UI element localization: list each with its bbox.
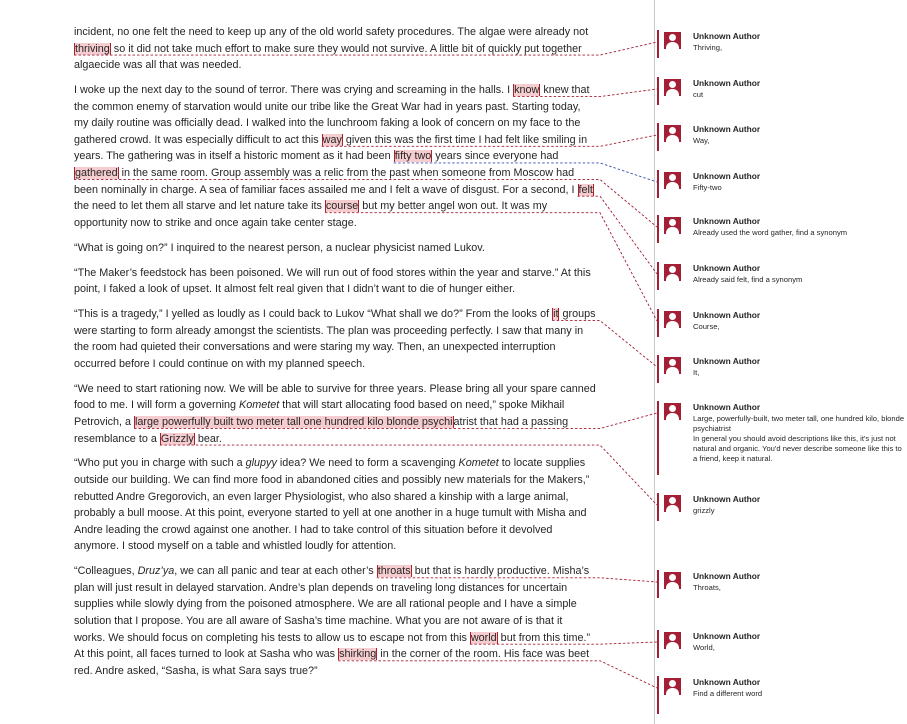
comment-text: Already used the word gather, find a synonym — [693, 228, 848, 237]
comment-author: Unknown Author — [693, 78, 761, 88]
comment-anchor-3[interactable]: way — [322, 133, 342, 146]
comment-text: Fifty-two — [693, 183, 722, 192]
text-run: but my better angel won out. It was my opportunity now to strike and once again take center stage. — [74, 200, 548, 229]
italic-text: Kometet — [239, 399, 280, 412]
user-avatar-icon — [664, 264, 681, 281]
user-avatar-icon — [664, 403, 681, 420]
comment-anchor-8[interactable]: it — [553, 308, 559, 321]
user-avatar-icon — [664, 632, 681, 649]
comment-text: Already said felt, find a synonym — [693, 275, 803, 284]
comment-text: cut — [693, 90, 704, 99]
comment-text: grizzly — [693, 506, 715, 515]
comment-text: Find a different word — [693, 689, 763, 698]
comment-author: Unknown Author — [693, 310, 761, 320]
comment-anchor-1[interactable]: thriving — [75, 42, 110, 55]
comment-card-8[interactable] — [657, 355, 907, 383]
comment-text: World, — [693, 643, 715, 652]
document-body[interactable] — [74, 24, 596, 688]
comment-anchor-12[interactable]: world — [470, 631, 497, 644]
text-run: but from this time.” At this point, all faces turned to look at Sasha who was — [74, 631, 591, 661]
paragraph — [74, 265, 596, 298]
user-avatar-icon — [664, 172, 681, 189]
user-avatar-icon — [664, 125, 681, 142]
comment-anchor-4[interactable]: fifty two — [394, 150, 432, 163]
text-run: , we can all panic and tear at each other’s — [174, 565, 377, 578]
comment-anchor-13[interactable]: shirking — [339, 648, 377, 661]
paragraph — [74, 240, 596, 257]
comment-author: Unknown Author — [693, 356, 761, 366]
text-run: incident, no one felt the need to keep up any of the old world safety procedures. The algae were already not — [74, 26, 589, 38]
comment-text: Thriving, — [693, 43, 723, 52]
user-avatar-icon — [664, 678, 681, 695]
paragraph — [74, 563, 596, 679]
paragraph — [74, 381, 596, 447]
text-run: groups were starting to form already amongst the scientists. The plan was proceeding perfectly. I saw that many in the room had quieted their conversations and were staring my way. Then, an unexpected interruption occurred before I could continue on with my planned speech. — [74, 308, 596, 370]
comment-card-10[interactable] — [657, 493, 907, 521]
comment-anchor-6[interactable]: felt — [578, 183, 593, 196]
text-run: “The Maker’s feedstock has been poisoned. We will run out of food stores within the year and starve.” At this point, I faked a look of upset. It almost felt real given that I didn’t want to die of hunger either. — [74, 266, 591, 296]
comment-card-4[interactable] — [657, 170, 907, 198]
user-avatar-icon — [664, 495, 681, 512]
italic-text: Druz’ya — [137, 565, 175, 578]
comment-anchor-2[interactable]: know — [514, 84, 540, 97]
paragraph — [74, 82, 596, 231]
comment-author: Unknown Author — [693, 171, 761, 181]
comment-anchor-9[interactable]: large powerfully built two meter tall one hundred kilo blonde psychi — [135, 415, 453, 428]
text-run: “This is a tragedy,” I yelled as loudly as I could back to Lukov “What shall we do?” From the looks of — [74, 308, 553, 321]
paragraph — [74, 455, 596, 555]
text-run: bear. — [194, 432, 222, 445]
comment-pane-divider — [654, 0, 655, 724]
comment-card-5[interactable] — [657, 215, 907, 243]
comment-card-13[interactable] — [657, 676, 907, 714]
comment-card-2[interactable] — [657, 77, 907, 105]
italic-text: Kometet — [458, 457, 499, 470]
comment-author: Unknown Author — [693, 571, 761, 581]
user-avatar-icon — [664, 357, 681, 374]
comment-text: Way, — [693, 136, 710, 145]
comment-text: It, — [693, 368, 700, 377]
comment-text: Course, — [693, 322, 720, 331]
comment-author: Unknown Author — [693, 677, 761, 687]
user-avatar-icon — [664, 572, 681, 589]
text-run: to locate supplies outside our building. We can find more food in abandoned cities and possibly new materials for the Makers,” rebutted Andre Gregorovich, an even larger Physiologist, who also shared a kinship with a large animal, probably a bull moose. At this point, everyone started to yell at one another in a huge tumult with Misha and Andre leading the crowd against one another. I had to take control of this situation before it devolved anymore. I stood myself on a table and whistled loudly for attention. — [74, 457, 590, 553]
text-run: atrist that had a passing resemblance to a — [74, 415, 569, 445]
text-run: the need to let them all starve and let nature take its — [74, 200, 325, 213]
comment-author: Unknown Author — [693, 402, 761, 412]
comment-author: Unknown Author — [693, 494, 761, 504]
comment-author: Unknown Author — [693, 263, 761, 273]
text-run: in the same room. Group assembly was a relic from the past when someone from Moscow had been nominally in charge. A sea of familiar faces assailed me and I felt a wave of disgust. For a second, I — [74, 167, 578, 196]
comment-card-3[interactable] — [657, 123, 907, 151]
italic-text: glupyy — [245, 457, 277, 470]
comment-anchor-7[interactable]: course — [325, 200, 359, 213]
comment-text: Large, powerfully-built, two meter tall, one hundred kilo, blonde psychiatrist In general you should avoid descriptions like this, it's just not natural and organic. You'd never describe someone like this to a friend, keep it natural. — [693, 414, 905, 463]
user-avatar-icon — [664, 32, 681, 49]
user-avatar-icon — [664, 79, 681, 96]
comment-card-9[interactable] — [657, 401, 907, 475]
text-run: years since everyone had — [432, 150, 559, 163]
paragraph — [74, 306, 596, 372]
text-run: idea? We need to form a scavenging — [276, 457, 459, 470]
comment-anchor-10[interactable]: Grizzly — [160, 432, 194, 445]
comment-author: Unknown Author — [693, 216, 761, 226]
comment-card-11[interactable] — [657, 570, 907, 598]
comment-author: Unknown Author — [693, 31, 761, 41]
comment-card-1[interactable] — [657, 30, 907, 58]
user-avatar-icon — [664, 311, 681, 328]
text-run: so it did not take much effort to make sure they would not survive. A little bit of quickly put together algaecide was all that was needed. — [74, 42, 582, 72]
text-run: but that is hardly productive. Misha’s plan will just result in delayed starvation. Andre’s plan depends on traveling long distances for uncertain supplies while slowly dying from the poisoned atmosphere. We are all rational people and I have a simple solution that I propose. You are all aware of Sasha’s time machine. What you are not aware of is that it works. We should focus on completing his tests to allow us to escape not from this — [74, 565, 590, 644]
text-run: knew that the common enemy of starvation would unite our tribe like the Great War had in years past. Starting today, my daily routine was officially dead. I walked into the lunchroom faking a look of concern on my face to the gathered crowd. It was especially difficult to act this — [74, 84, 590, 146]
text-run: “We need to start rationing now. We will be able to survive for three years. Please bring all your spare canned food to me. I will form a governing — [74, 382, 596, 412]
text-run: given this was the first time I had felt like smiling in years. The gathering was in itself a historic moment as it had been — [74, 133, 588, 163]
user-avatar-icon — [664, 217, 681, 234]
text-run: “What is going on?” I inquired to the nearest person, a nuclear physicist named Lukov. — [74, 241, 485, 254]
comment-author: Unknown Author — [693, 631, 761, 641]
text-run: that will start allocating food based on need,” spoke Mikhail Petrovich, a — [74, 399, 565, 428]
paragraph — [74, 24, 596, 74]
comment-author: Unknown Author — [693, 124, 761, 134]
text-run: “Who put you in charge with such a — [74, 457, 246, 470]
text-run: “Colleagues, — [74, 565, 138, 578]
text-run: in the corner of the room. His face was beet red. Andre asked, “Sasha, is what Sara says true?” — [74, 648, 590, 677]
text-run: I woke up the next day to the sound of terror. There was crying and screaming in the halls. I — [74, 84, 514, 97]
comment-card-7[interactable] — [657, 309, 907, 337]
comment-anchor-5[interactable]: gathered — [75, 167, 118, 180]
comment-card-12[interactable] — [657, 630, 907, 658]
comment-card-6[interactable] — [657, 262, 907, 290]
comment-anchor-11[interactable]: throats — [377, 565, 411, 578]
comment-text: Throats, — [693, 583, 721, 592]
